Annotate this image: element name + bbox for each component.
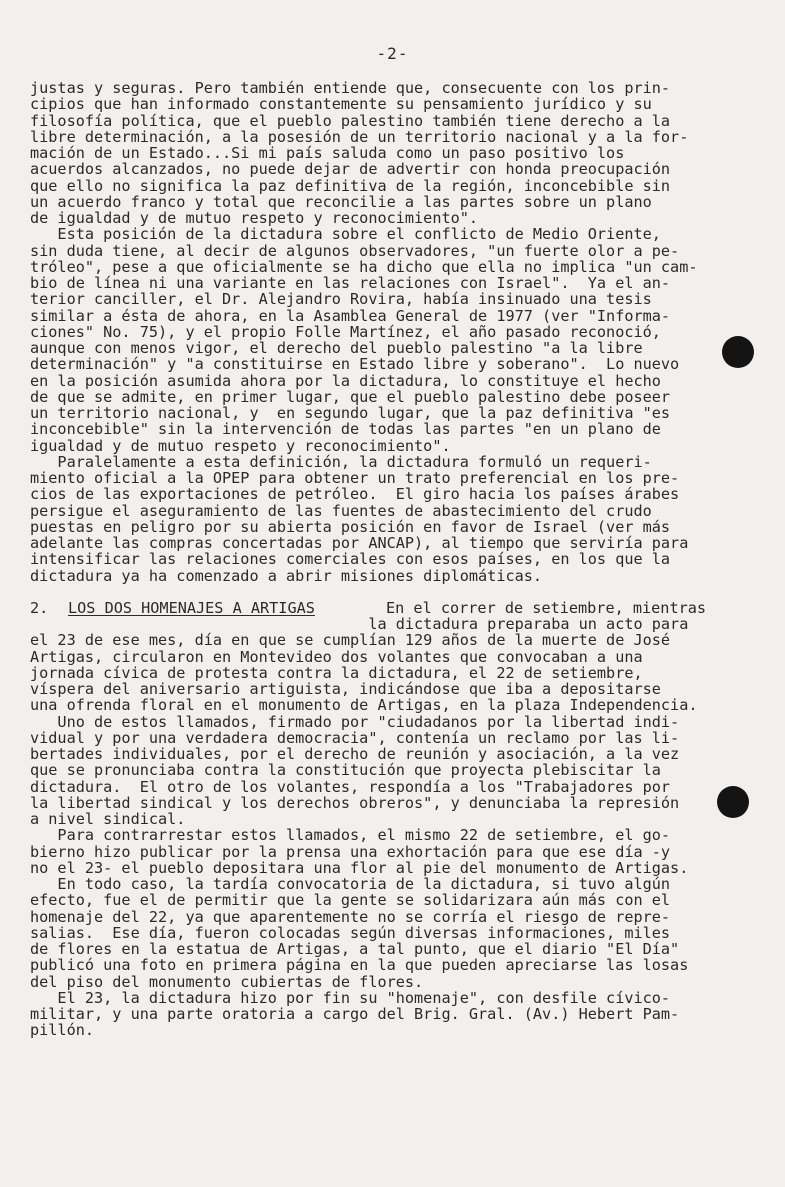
text-line: persigue el aseguramiento de las fuentes de abastecimiento del crudo xyxy=(30,501,652,520)
text-line: cios de las exportaciones de petróleo. El giro hacia los países árabes xyxy=(30,485,680,504)
text-line: de que se admite, en primer lugar, que el pueblo palestino debe poseer xyxy=(30,387,671,406)
text-line: similar a ésta de ahora, en la Asamblea General de 1977 (ver "Informa- xyxy=(30,306,671,325)
text-line: Uno de estos llamados, firmado por "ciudadanos por la libertad indi- xyxy=(30,712,680,731)
text-line: salias. Ese día, fueron colocadas según diversas informaciones, miles xyxy=(30,923,671,942)
text-line: inconcebible" sin la intervención de todas las partes "en un plano de xyxy=(30,420,661,439)
text-line: determinación" y "a constituirse en Estado libre y soberano". Lo nuevo xyxy=(30,355,680,374)
text-line: terior canciller, el Dr. Alejandro Rovira, había insinuado una tesis xyxy=(30,290,652,309)
section-1-continuation xyxy=(30,80,770,584)
section-2 xyxy=(30,600,770,1039)
text-line: la libertad sindical y los derechos obreros", y denunciaba la represión xyxy=(30,793,680,812)
text-line: de flores en la estatua de Artigas, a tal punto, que el diario "El Día" xyxy=(30,940,680,958)
section-2-heading-line xyxy=(30,600,770,616)
text-line: igualdad y de mutuo respeto y reconocimiento". xyxy=(30,436,451,455)
text-line: que ello no significa la paz definitiva de la región, inconcebible sin xyxy=(30,176,671,195)
text-line: dictadura ya ha comenzado a abrir misiones diplomáticas. xyxy=(30,566,543,585)
section-title: LOS DOS HOMENAJES A ARTIGAS xyxy=(68,598,315,617)
text-line: la dictadura preparaba un acto para xyxy=(30,615,689,633)
text-line: Artigas, circularon en Montevideo dos volantes que convocaban a una xyxy=(30,647,643,666)
text-line: El 23, la dictadura hizo por fin su "homenaje", con desfile cívico- xyxy=(30,988,671,1007)
text-line: víspera del aniversario artiguista, indicándose que iba a depositarse xyxy=(30,680,661,698)
section-gap xyxy=(30,584,770,600)
text-line: Para contrarrestar estos llamados, el mismo 22 de setiembre, el go- xyxy=(30,826,671,845)
text-line: el 23 de ese mes, día en que se cumplían 129 años de la muerte de José xyxy=(30,631,671,650)
text-line: bertades individuales, por el derecho de reunión y asociación, a la vez xyxy=(30,745,680,763)
page-number: -2- xyxy=(376,44,409,63)
text-line: que se pronunciaba contra la constitución que proyecta plebiscitar la xyxy=(30,761,661,780)
text-line: efecto, fue el de permitir que la gente se solidarizara aún más con el xyxy=(30,891,671,910)
binder-hole xyxy=(717,786,749,818)
text-line: del piso del monumento cubiertas de flores. xyxy=(30,972,424,991)
text-line: intensificar las relaciones comerciales con esos países, en los que la xyxy=(30,550,671,569)
text-line: un acuerdo franco y total que reconcilie a las partes sobre un plano xyxy=(30,192,652,211)
text-line: Esta posición de la dictadura sobre el conflicto de Medio Oriente, xyxy=(30,225,661,244)
text-line: dictadura. El otro de los volantes, respondía a los "Trabajadores por xyxy=(30,777,671,796)
text-line: una ofrenda floral en el monumento de Artigas, en la plaza Independencia. xyxy=(30,696,698,715)
text-line: cipios que han informado constantemente su pensamiento jurídico y su xyxy=(30,95,652,114)
binder-hole xyxy=(722,336,754,368)
document-body xyxy=(30,80,770,1039)
text-line: jornada cívica de protesta contra la dictadura, el 22 de setiembre, xyxy=(30,663,643,682)
text-line: un territorio nacional, y en segundo lugar, que la paz definitiva "es xyxy=(30,404,671,422)
text-line: tróleo", pese a que oficialmente se ha dicho que ella no implica "un cam- xyxy=(30,257,698,276)
text-line: puestas en peligro por su abierta posición en favor de Israel (ver más xyxy=(30,517,671,536)
text-line: publicó una foto en primera página en la que pueden apreciarse las losas xyxy=(30,956,689,975)
text-line: homenaje del 22, ya que aparentemente no se corría el riesgo de repre- xyxy=(30,907,671,926)
text-line: libre determinación, a la posesión de un territorio nacional y a la for- xyxy=(30,127,689,146)
text-line: En todo caso, la tardía convocatoria de la dictadura, si tuvo algún xyxy=(30,875,671,893)
text-line: de igualdad y de mutuo respeto y reconocimiento". xyxy=(30,209,479,227)
text-line: Paralelamente a esta definición, la dictadura formuló un requeri- xyxy=(30,452,652,471)
text-line: ciones" No. 75), y el propio Folle Martínez, el año pasado reconoció, xyxy=(30,322,661,341)
section-2-first-line: En el correr de setiembre, mientras xyxy=(386,598,707,617)
text-line: bierno hizo publicar por la prensa una exhortación para que ese día -y xyxy=(30,842,671,861)
text-line: acuerdos alcanzados, no puede dejar de advertir con honda preocupación xyxy=(30,160,671,179)
section-2-body xyxy=(30,616,770,1039)
text-line: justas y seguras. Pero también entiende que, consecuente con los prin- xyxy=(30,79,671,97)
text-line: vidual y por una verdadera democracia", contenía un reclamo por las li- xyxy=(30,728,680,747)
text-line: filosofía política, que el pueblo palestino también tiene derecho a la xyxy=(30,111,671,130)
text-line: a nivel sindical. xyxy=(30,810,186,828)
text-line: en la posición asumida ahora por la dictadura, lo constituye el hecho xyxy=(30,371,661,390)
text-line: pillón. xyxy=(30,1021,95,1040)
text-line: bio de línea ni una variante en las relaciones con Israel". Ya el an- xyxy=(30,274,671,292)
text-line: sin duda tiene, al decir de algunos observadores, "un fuerte olor a pe- xyxy=(30,241,680,260)
text-line: no el 23- el pueblo depositara una flor al pie del monumento de Artigas. xyxy=(30,858,689,877)
text-line: aunque con menos vigor, el derecho del pueblo palestino "a la libre xyxy=(30,339,643,357)
text-line: adelante las compras concertadas por ANCAP), al tiempo que serviría para xyxy=(30,534,689,552)
section-number: 2. xyxy=(30,598,49,617)
text-line: miento oficial a la OPEP para obtener un trato preferencial en los pre- xyxy=(30,469,680,487)
text-line: mación de un Estado...Si mi país saluda como un paso positivo los xyxy=(30,144,625,162)
text-line: militar, y una parte oratoria a cargo del Brig. Gral. (Av.) Hebert Pam- xyxy=(30,1005,680,1023)
